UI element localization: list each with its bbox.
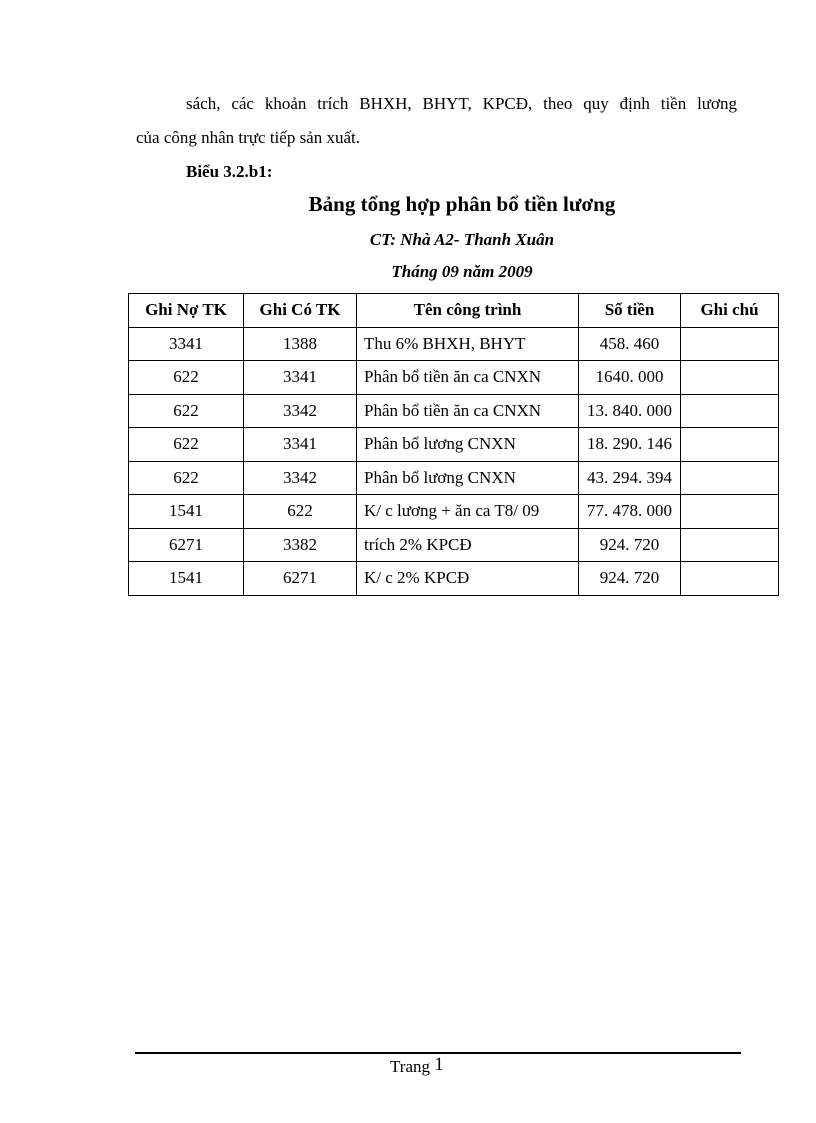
debit-cell: 622 — [129, 428, 244, 462]
table-row — [129, 562, 779, 596]
credit-cell: 3341 — [244, 361, 357, 395]
table-row — [129, 327, 779, 361]
header-note: Ghi chú — [681, 294, 779, 328]
table-row — [129, 394, 779, 428]
note-cell — [681, 461, 779, 495]
body-text-line-2: của công nhân trực tiếp sản xuất. — [136, 128, 360, 147]
table-period: Tháng 09 năm 2009 — [391, 262, 533, 281]
name-cell: Phân bổ tiền ăn ca CNXN — [357, 361, 579, 395]
table-subtitle: CT: Nhà A2- Thanh Xuân — [369, 230, 555, 249]
body-text-line-1: sách, các khoản trích BHXH, BHYT, KPCĐ, theo quy định tiền lương — [186, 94, 737, 113]
page-footer — [390, 1056, 444, 1078]
table-caption: Biểu 3.2.b1: — [186, 162, 273, 181]
note-cell — [681, 428, 779, 462]
debit-cell: 622 — [129, 394, 244, 428]
amount-cell: 77. 478. 000 — [579, 495, 681, 529]
amount-cell: 43. 294. 394 — [579, 461, 681, 495]
note-cell — [681, 528, 779, 562]
name-cell: Phân bổ tiền ăn ca CNXN — [357, 394, 579, 428]
note-cell — [681, 495, 779, 529]
salary-allocation-table — [128, 293, 779, 596]
table-title: Bảng tổng hợp phân bổ tiền lương — [308, 192, 616, 216]
amount-cell: 458. 460 — [579, 327, 681, 361]
credit-cell: 622 — [244, 495, 357, 529]
credit-cell: 3341 — [244, 428, 357, 462]
header-amount: Số tiền — [579, 294, 681, 328]
name-cell: Phân bổ lương CNXN — [357, 461, 579, 495]
table-row — [129, 461, 779, 495]
debit-cell: 3341 — [129, 327, 244, 361]
note-cell — [681, 562, 779, 596]
header-credit: Ghi Có TK — [244, 294, 357, 328]
name-cell: Phân bổ lương CNXN — [357, 428, 579, 462]
table-row — [129, 495, 779, 529]
table-row — [129, 428, 779, 462]
credit-cell: 3382 — [244, 528, 357, 562]
credit-cell: 1388 — [244, 327, 357, 361]
amount-cell: 18. 290. 146 — [579, 428, 681, 462]
credit-cell: 3342 — [244, 394, 357, 428]
debit-cell: 1541 — [129, 495, 244, 529]
header-name: Tên công trình — [357, 294, 579, 328]
name-cell: K/ c 2% KPCĐ — [357, 562, 579, 596]
name-cell: Thu 6% BHXH, BHYT — [357, 327, 579, 361]
amount-cell: 924. 720 — [579, 562, 681, 596]
header-debit: Ghi Nợ TK — [129, 294, 244, 328]
amount-cell: 13. 840. 000 — [579, 394, 681, 428]
credit-cell: 3342 — [244, 461, 357, 495]
amount-cell: 1640. 000 — [579, 361, 681, 395]
table-row — [129, 528, 779, 562]
note-cell — [681, 394, 779, 428]
debit-cell: 1541 — [129, 562, 244, 596]
name-cell: K/ c lương + ăn ca T8/ 09 — [357, 495, 579, 529]
note-cell — [681, 361, 779, 395]
table-header-row — [129, 294, 779, 328]
footer-label: Trang — [390, 1057, 430, 1076]
note-cell — [681, 327, 779, 361]
credit-cell: 6271 — [244, 562, 357, 596]
debit-cell: 6271 — [129, 528, 244, 562]
debit-cell: 622 — [129, 461, 244, 495]
debit-cell: 622 — [129, 361, 244, 395]
name-cell: trích 2% KPCĐ — [357, 528, 579, 562]
table-row — [129, 361, 779, 395]
page-number: 1 — [434, 1054, 444, 1075]
amount-cell: 924. 720 — [579, 528, 681, 562]
